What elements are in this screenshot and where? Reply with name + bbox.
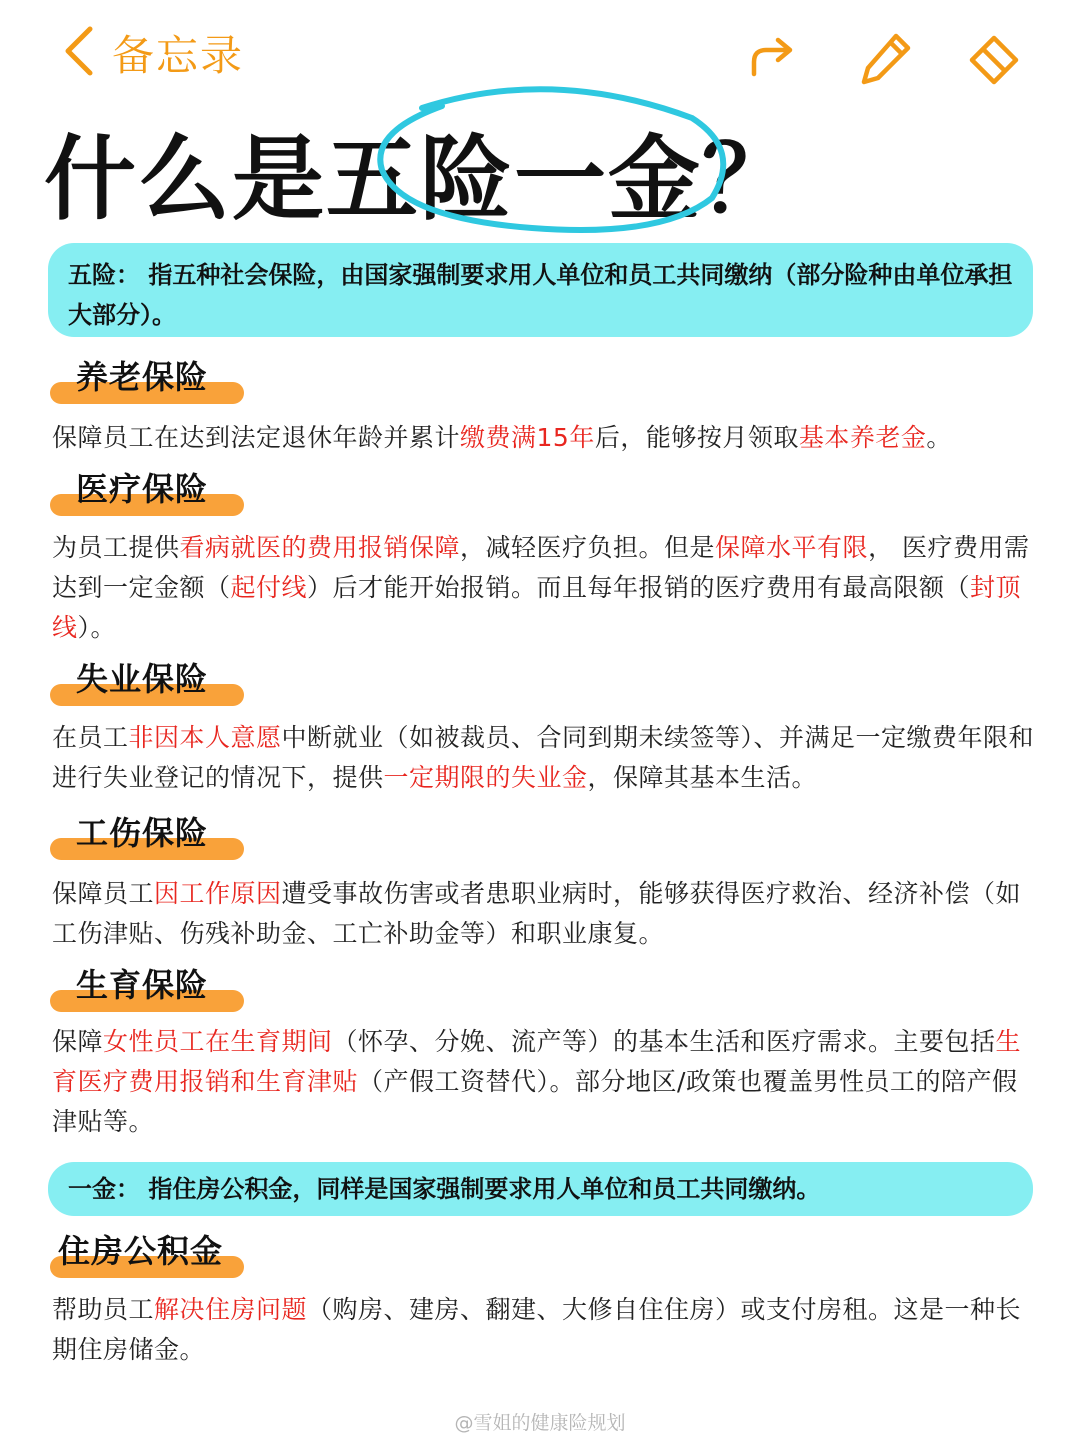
section-heading-text: 工伤保险 (76, 814, 209, 852)
section-heading-text: 失业保险 (76, 660, 209, 698)
section-body-3 (52, 718, 1042, 798)
emphasis-text: 生育医疗费用报销和生育津贴 (52, 1027, 1022, 1096)
banner1-label: 五险： (68, 261, 140, 289)
housing-fund-banner (48, 1162, 1033, 1216)
section-body-2 (52, 528, 1042, 648)
emphasis-text: 解决住房问题 (154, 1295, 308, 1324)
body-text-run: ， 医疗费用需达到一定金额（ (52, 533, 1030, 602)
body-text-run: 保障员工 (52, 879, 155, 908)
emphasis-text: 保障水平有限 (715, 533, 869, 562)
body-text-run: 。 (926, 423, 952, 452)
body-text-run: ，保障其基本生活。 (587, 763, 818, 792)
emphasis-text: 因工作原因 (154, 879, 282, 908)
body-text-run: ）。 (77, 613, 117, 642)
body-text-run: 为员工提供 (52, 533, 180, 562)
body-text-run: （购房、建房、翻建、大修自住住房）或支付房租。这是一种长期住房储金。 (52, 1295, 1022, 1364)
body-text-run: （怀孕、分娩、流产等）的基本生活和医疗需求。主要包括 (332, 1027, 996, 1056)
body-text-run: 遭受事故伤害或者患职业病时，能够获得医疗救治、经济补偿（如工伤津贴、伤残补助金、工亡补助金等）和职业康复。 (52, 879, 1022, 948)
body-text-run: 后，能够按月领取 (594, 423, 799, 452)
section-body-5 (52, 1022, 1042, 1142)
emphasis-text: 起付线 (230, 573, 308, 602)
watermark: @雪姐的健康险规划 (454, 1412, 626, 1434)
banner1-text: 指五种社会保险，由国家强制要求用人单位和员工共同缴纳（部分险种由单位承担大部分）。 (68, 261, 1013, 329)
section-heading-text: 生育保险 (76, 966, 209, 1004)
section-body-4 (52, 874, 1042, 954)
body-text-run: 中断就业（如被裁员、合同到期未续签等）、并满足一定缴费年限和进行失业登记的情况下，提供 (52, 723, 1035, 792)
eraser-button[interactable] (964, 28, 1024, 88)
page-title (44, 100, 1044, 233)
emphasis-text: 非因本人意愿 (128, 723, 282, 752)
share-icon (742, 28, 802, 88)
five-insurances-banner (48, 243, 1033, 337)
emphasis-text: 女性员工在生育期间 (103, 1027, 333, 1056)
edit-button[interactable] (856, 28, 916, 88)
emphasis-text: 看病就医的费用报销保障 (179, 533, 461, 562)
hand-drawn-circle-icon (362, 80, 742, 240)
banner2-text: 指住房公积金，同样是国家强制要求用人单位和员工共同缴纳。 (148, 1175, 821, 1203)
body-text-run: （产假工资替代）。部分地区/政策也覆盖男性员工的陪产假津贴等。 (52, 1067, 1018, 1136)
section-heading-text: 养老保险 (76, 358, 209, 396)
body-text-run: 保障员工在达到法定退休年龄并累计 (52, 423, 461, 452)
body-text-run: 帮助员工 (52, 1295, 155, 1324)
body-text-run: 在员工 (52, 723, 129, 752)
body-text-run: 保障 (52, 1027, 104, 1056)
title-circled: 五险一金 (326, 126, 703, 233)
share-button[interactable] (742, 28, 802, 88)
back-label: 备忘录 (112, 31, 245, 80)
body-text-run: ，减轻医疗负担。但是 (460, 533, 716, 562)
emphasis-text: 一定期限的失业金 (383, 763, 588, 792)
section-heading-text: 医疗保险 (76, 470, 209, 508)
back-button[interactable] (62, 22, 244, 84)
section-body-1 (52, 418, 1042, 458)
chevron-left-icon (62, 25, 96, 81)
eraser-icon (964, 28, 1024, 88)
banner2-label: 一金： (68, 1175, 140, 1203)
title-after: ？ (702, 126, 797, 233)
emphasis-text: 缴费满15年 (460, 423, 595, 452)
section-heading-text: 住房公积金 (58, 1232, 224, 1270)
emphasis-text: 基本养老金 (798, 423, 927, 452)
pencil-icon (856, 28, 916, 88)
emphasis-text: 封顶线 (52, 573, 1022, 642)
housing-body (52, 1290, 1042, 1370)
body-text-run: ）后才能开始报销。而且每年报销的医疗费用有最高限额（ (307, 573, 971, 602)
title-before: 什么是 (44, 126, 327, 233)
